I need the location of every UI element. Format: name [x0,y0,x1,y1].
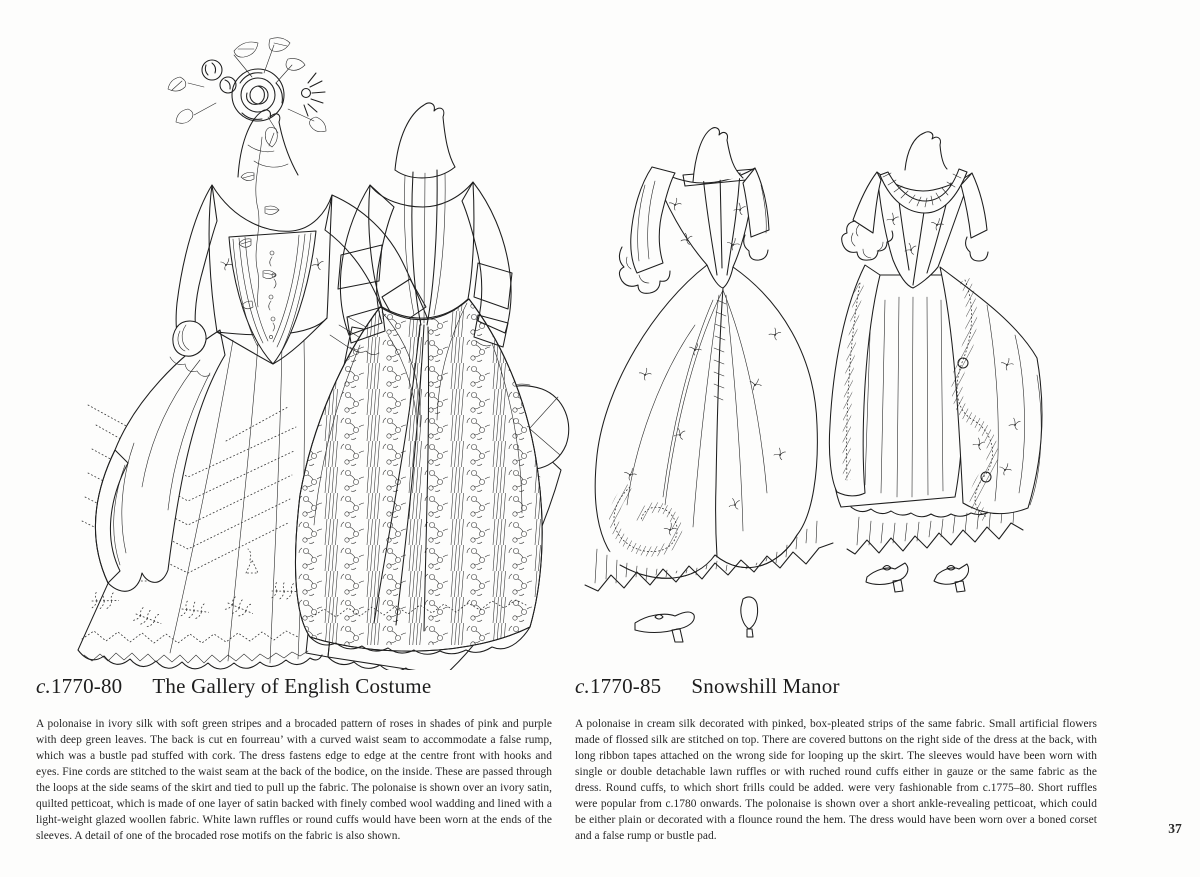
figure-polonaise-back-left [585,128,833,642]
right-plate-illustration [575,125,1115,675]
page-number: 37 [1168,821,1182,836]
left-plate-illustration [30,25,570,670]
shoe-icon [866,563,969,592]
left-plate-heading [36,674,431,699]
left-plate-description: A polonaise in ivory silk with soft green stripes and a brocaded pattern of roses in shades of pink and purple with deep green leaves. The back is cut en fourreau’ with a curved waist seam to accommodate a false rump, which was a bustle pad stuffed with cork. The dress fastens edge to edge at the centre front with hooks and eyes. Fine cords are stitched to the waist seam at the back of the bodice, on the inside. These are passed through the loops at the side seams of the skirt and tied to pull up the fabric. The polonaise is shown over an ivory satin, quilted petticoat, which is made of one layer of satin backed with finely combed wool wadding and lined with a light-weight glazed woollen fabric. White lawn ruffles or round cuffs would have been worn at the ends of the sleeves. A detail of one of the brocaded rose motifs on the fabric is also shown. [36,718,552,842]
left-source-title: The Gallery of English Costume [152,674,432,698]
right-circa: c. [575,674,590,698]
right-source-title: Snowshill Manor [691,674,840,698]
left-date: 1770-80 [50,674,123,698]
shoe-icon [635,597,758,642]
right-plate-heading [575,674,840,699]
figure-polonaise-back-right [829,132,1042,592]
right-date: 1770-85 [589,674,662,698]
left-circa: c. [36,674,51,698]
right-plate-description: A polonaise in cream silk decorated with pinked, box-pleated strips of the same fabric. Small artificial flowers made of flossed silk are stitched on top. There are covered buttons on the right side of the dress at the back, with long ribbon tapes attached on the wrong side for looping up the skirt. The sleeves would have been worn with single or double detachable lawn ruffles or with ruched round cuffs either in gauze or the same fabric as the dress. Round cuffs, to which short frills could be added. were very fashionable from c.1775–80. Short ruffles were popular from c.1780 onwards. The polonaise is shown over a short ankle-revealing petticoat, which could be either plain or decorated with a flounce round the hem. The dress would have been worn over a boned corset and a false rump or bustle pad. [575,718,1097,842]
